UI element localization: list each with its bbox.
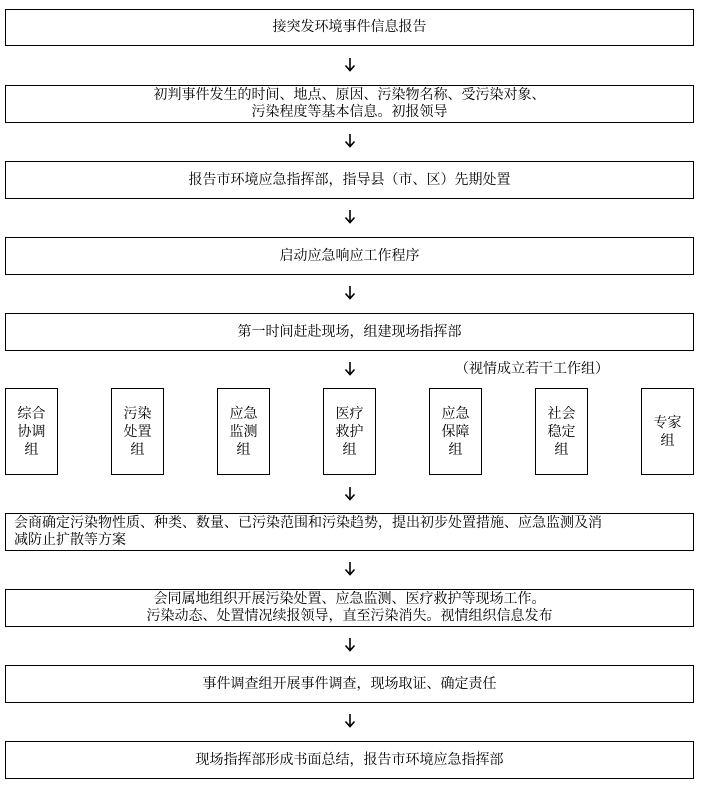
step-text-line-1: 初判事件发生的时间、地点、原因、污染物名称、受污染对象、: [153, 87, 546, 103]
step-text-line-1: 会同属地组织开展污染处置、应急监测、医疗救护等现场工作。: [153, 591, 546, 607]
step-box-receive-report: [5, 9, 694, 46]
step-box-summary: [5, 741, 694, 779]
step-text-line-2: 污染动态、处置情况续报领导，直至污染消失。视情组织信息发布: [146, 608, 553, 624]
down-arrow-icon: [344, 58, 356, 72]
down-arrow-icon: [344, 714, 356, 728]
step-box-consultation-plan: [5, 513, 694, 551]
step-box-investigation: [5, 665, 694, 703]
down-arrow-icon: [344, 487, 356, 501]
step-text: 接突发环境事件信息报告: [272, 19, 427, 35]
step-text: 第一时间赶赴现场，组建现场指挥部: [237, 323, 462, 340]
group-label: 应急保障组: [441, 405, 470, 458]
step-text-line-2: 减防止扩散等方案: [14, 532, 126, 548]
group-box-experts: [641, 388, 694, 475]
group-label: 社会稳定组: [547, 405, 576, 458]
step-box-report-city-hq: [5, 161, 694, 199]
down-arrow-icon: [344, 210, 356, 224]
step-box-start-response: [5, 237, 694, 275]
step-text: 启动应急响应工作程序: [279, 247, 420, 264]
down-arrow-icon: [344, 134, 356, 148]
down-arrow-icon: [344, 362, 356, 376]
group-label: 综合协调组: [17, 405, 46, 458]
down-arrow-icon: [344, 638, 356, 652]
step-text: 现场指挥部形成书面总结，报告市环境应急指挥部: [195, 751, 504, 768]
step-box-initial-assessment: [5, 85, 694, 123]
step-text: 报告市环境应急指挥部，指导县（市、区）先期处置: [188, 171, 511, 188]
step-text-line-1: 会商确定污染物性质、种类、数量、已污染范围和污染趋势，提出初步处置措施、应急监测及消: [14, 515, 602, 531]
group-box-emergency-support: [429, 388, 482, 475]
down-arrow-icon: [344, 286, 356, 300]
step-box-rush-to-scene: [5, 313, 694, 351]
group-label: 专家组: [653, 414, 682, 449]
groups-note: （视情成立若干工作组）: [455, 361, 609, 377]
group-box-pollution-disposal: [111, 388, 164, 475]
step-text: 事件调查组开展事件调查，现场取证、确定责任: [202, 675, 497, 692]
step-text-line-2: 污染程度等基本信息。初报领导: [251, 104, 448, 120]
down-arrow-icon: [344, 562, 356, 576]
group-label: 医疗救护组: [335, 405, 364, 458]
group-label: 应急监测组: [229, 405, 258, 458]
group-box-social-stability: [535, 388, 588, 475]
group-box-medical-rescue: [323, 388, 376, 475]
group-box-emergency-monitoring: [217, 388, 270, 475]
group-label: 污染处置组: [123, 405, 152, 458]
group-box-coordination: [5, 388, 58, 475]
step-box-onsite-work: [5, 589, 694, 627]
